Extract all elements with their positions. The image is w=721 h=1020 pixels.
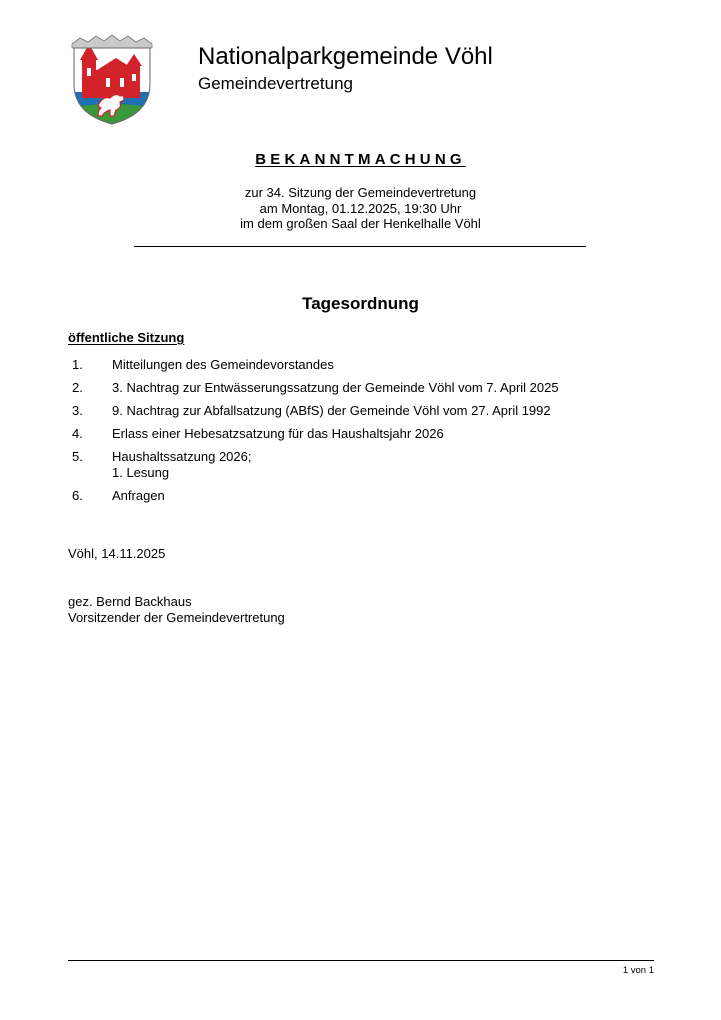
municipality-subtitle: Gemeindevertretung xyxy=(198,74,353,93)
agenda-section-label: öffentliche Sitzung xyxy=(68,330,185,345)
agenda-item-text xyxy=(112,449,672,481)
agenda-item xyxy=(72,488,672,504)
agenda-item-line: 1. Lesung xyxy=(112,465,170,480)
signature-block xyxy=(68,594,285,626)
agenda-item-number: 4. xyxy=(72,426,83,441)
divider xyxy=(134,246,586,247)
agenda-item xyxy=(72,380,672,396)
agenda-item-text: 9. Nachtrag zur Abfallsatzung (ABfS) der Gemeinde Vöhl vom 27. April 1992 xyxy=(112,403,551,418)
agenda-item-number: 5. xyxy=(72,449,83,464)
meeting-line: im dem großen Saal der Henkelhalle Vöhl xyxy=(240,216,481,231)
meeting-line: zur 34. Sitzung der Gemeindevertretung xyxy=(244,185,477,200)
agenda-item-text: 3. Nachtrag zur Entwässerungssatzung der Gemeinde Vöhl vom 7. April 2025 xyxy=(112,380,559,395)
footer-divider xyxy=(68,960,654,961)
signatory-role: Vorsitzender der Gemeindevertretung xyxy=(68,610,285,625)
agenda-item-number: 3. xyxy=(72,403,83,418)
agenda-item-line: Haushaltssatzung 2026; xyxy=(112,449,252,464)
agenda-item-number: 2. xyxy=(72,380,83,395)
meeting-line: am Montag, 01.12.2025, 19:30 Uhr xyxy=(259,200,462,216)
agenda-item-number: 1. xyxy=(72,357,83,372)
agenda-item xyxy=(72,403,672,419)
agenda-item-text: Anfragen xyxy=(112,488,165,503)
signatory-name: gez. Bernd Backhaus xyxy=(68,594,192,609)
agenda-item xyxy=(72,357,672,373)
municipality-title: Nationalparkgemeinde Vöhl xyxy=(198,43,493,70)
agenda-item-number: 6. xyxy=(72,488,83,503)
agenda-item xyxy=(72,426,672,442)
coat-of-arms-icon xyxy=(68,34,156,126)
agenda-item xyxy=(72,449,672,481)
announcement-heading-text: BEKANNTMACHUNG xyxy=(255,151,466,168)
announcement-heading xyxy=(0,149,721,171)
page-number: 1 von 1 xyxy=(622,965,654,976)
agenda-title: Tagesordnung xyxy=(302,294,419,313)
meeting-details xyxy=(0,185,721,232)
agenda-list xyxy=(72,357,672,511)
place-and-date: Vöhl, 14.11.2025 xyxy=(68,546,166,561)
agenda-item-text: Erlass einer Hebesatzsatzung für das Haushaltsjahr 2026 xyxy=(112,426,444,441)
agenda-item-text: Mitteilungen des Gemeindevorstandes xyxy=(112,357,334,372)
